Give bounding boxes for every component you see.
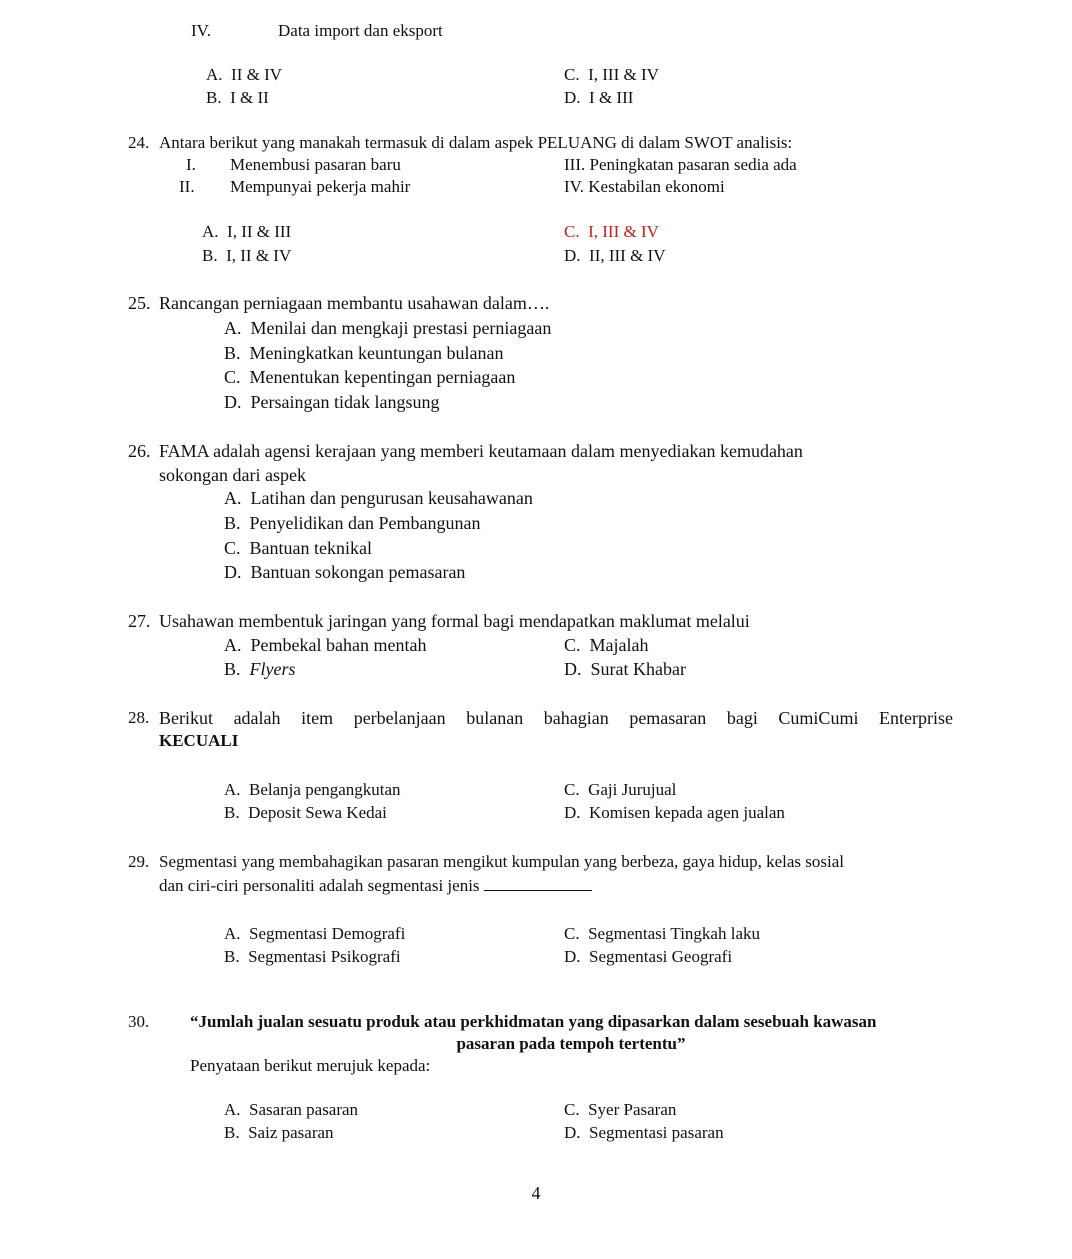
q30-number: 30. xyxy=(128,1012,150,1031)
option-letter: B. xyxy=(202,246,218,265)
answer-blank xyxy=(484,876,592,891)
option-text: Meningkatkan keuntungan bulanan xyxy=(249,343,504,363)
q24-item-ii-label: II. xyxy=(179,177,195,196)
option-text: Segmentasi Demografi xyxy=(249,924,406,943)
option-text: Pembekal bahan mentah xyxy=(250,635,427,655)
q25-option-a xyxy=(224,317,551,339)
q29-number: 29. xyxy=(128,852,150,871)
option-text: Surat Khabar xyxy=(590,659,686,679)
option-letter: C. xyxy=(564,780,580,799)
q24-item-i-label: I. xyxy=(186,155,196,174)
option-text: Komisen kepada agen jualan xyxy=(589,803,785,822)
option-letter: D. xyxy=(224,562,242,582)
option-letter: B. xyxy=(224,513,241,533)
q24-option-d xyxy=(564,245,666,267)
q23-item-iv-text: Data import dan eksport xyxy=(278,21,443,40)
option-letter: D. xyxy=(564,947,581,966)
option-letter: C. xyxy=(564,924,580,943)
q30-option-b xyxy=(224,1122,334,1144)
q26-option-b xyxy=(224,512,480,534)
q23-option-b xyxy=(206,87,269,109)
option-text: Persaingan tidak langsung xyxy=(250,392,440,412)
option-letter: C. xyxy=(224,367,241,387)
option-text: Latihan dan pengurusan keusahawanan xyxy=(250,488,533,508)
q28-stem-line1: Berikut adalah item perbelanjaan bulanan bahagian pemasaran bagi CumiCumi Enterprise xyxy=(159,708,953,728)
q27-option-d xyxy=(564,658,686,680)
q29-stem-line2 xyxy=(159,875,592,897)
q24-option-b xyxy=(202,245,291,267)
option-letter: A. xyxy=(224,318,242,338)
option-text: Segmentasi Psikografi xyxy=(248,947,401,966)
q28-option-a xyxy=(224,779,401,801)
option-letter: B. xyxy=(206,88,222,107)
q23-option-a xyxy=(206,64,282,86)
option-text: I, II & IV xyxy=(226,246,292,265)
option-text: Bantuan teknikal xyxy=(249,538,372,558)
option-text: Deposit Sewa Kedai xyxy=(248,803,387,822)
q28-option-d xyxy=(564,802,785,824)
q24-stem: Antara berikut yang manakah termasuk di dalam aspek PELUANG di dalam SWOT analisis: xyxy=(159,133,793,152)
option-text: II, III & IV xyxy=(589,246,666,265)
option-letter: B. xyxy=(224,343,241,363)
option-text: I, III & IV xyxy=(588,65,659,84)
q30-prompt: Penyataan berikut merujuk kepada: xyxy=(190,1056,431,1075)
option-text: I, II & III xyxy=(227,222,292,241)
q26-stem-line1: FAMA adalah agensi kerajaan yang memberi keutamaan dalam menyediakan kemudahan xyxy=(159,441,803,461)
option-letter: C. xyxy=(224,538,241,558)
option-letter: B. xyxy=(224,1123,240,1142)
q30-option-a xyxy=(224,1099,358,1121)
q27-stem: Usahawan membentuk jaringan yang formal bagi mendapatkan maklumat melalui xyxy=(159,611,750,631)
option-text: Bantuan sokongan pemasaran xyxy=(250,562,466,582)
option-letter: C. xyxy=(564,222,580,241)
option-text: Gaji Jurujual xyxy=(588,780,677,799)
option-letter: D. xyxy=(564,1123,581,1142)
option-text: I & III xyxy=(589,88,634,107)
q26-option-c xyxy=(224,537,372,559)
q28-stem-line2: KECUALI xyxy=(159,731,239,750)
q25-option-d xyxy=(224,391,439,413)
item-label: IV. xyxy=(564,177,584,196)
q30-quote-line2: pasaran pada tempoh tertentu” xyxy=(456,1034,686,1053)
option-text: II & IV xyxy=(231,65,283,84)
option-text: Flyers xyxy=(249,659,296,679)
q26-option-a xyxy=(224,487,533,509)
option-text: Majalah xyxy=(589,635,649,655)
q29-option-c xyxy=(564,923,760,945)
option-letter: D. xyxy=(564,659,582,679)
q26-option-d xyxy=(224,561,465,583)
option-letter: C. xyxy=(564,65,580,84)
q25-option-b xyxy=(224,342,503,364)
q29-option-a xyxy=(224,923,405,945)
q27-option-c xyxy=(564,634,649,656)
q25-stem: Rancangan perniagaan membantu usahawan dalam…. xyxy=(159,293,550,313)
option-letter: A. xyxy=(224,780,241,799)
page-number: 4 xyxy=(531,1183,541,1203)
option-letter: B. xyxy=(224,659,241,679)
option-letter: A. xyxy=(224,924,241,943)
q25-option-c xyxy=(224,366,515,388)
q29-stem-line1: Segmentasi yang membahagikan pasaran mengikut kumpulan yang berbeza, gaya hidup, kelas sosial xyxy=(159,852,844,871)
q23-item-iv-label: IV. xyxy=(191,21,211,40)
option-letter: A. xyxy=(224,1100,241,1119)
q24-item-iv xyxy=(564,176,725,198)
option-letter: D. xyxy=(564,88,581,107)
q29-option-d xyxy=(564,946,732,968)
option-letter: A. xyxy=(224,635,242,655)
option-text: Segmentasi Geografi xyxy=(589,947,733,966)
q24-item-iii xyxy=(564,154,797,176)
option-letter: B. xyxy=(224,803,240,822)
option-text: Segmentasi Tingkah laku xyxy=(588,924,760,943)
q28-option-c xyxy=(564,779,676,801)
q26-number: 26. xyxy=(128,441,151,461)
q26-stem-line2: sokongan dari aspek xyxy=(159,465,306,485)
option-letter: B. xyxy=(224,947,240,966)
q24-option-a xyxy=(202,221,291,243)
option-text: Syer Pasaran xyxy=(588,1100,677,1119)
q24-number: 24. xyxy=(128,133,150,152)
option-letter: D. xyxy=(564,803,581,822)
option-letter: A. xyxy=(202,222,219,241)
q24-option-c-highlighted xyxy=(564,221,659,243)
option-letter: C. xyxy=(564,1100,580,1119)
q27-option-a xyxy=(224,634,426,656)
option-text: Segmentasi pasaran xyxy=(589,1123,724,1142)
q30-option-d xyxy=(564,1122,724,1144)
q28-number: 28. xyxy=(128,708,150,727)
q27-number: 27. xyxy=(128,611,151,631)
q30-quote-line1: “Jumlah jualan sesuatu produk atau perkhidmatan yang dipasarkan dalam sesebuah kawasan xyxy=(190,1012,877,1031)
q24-item-ii-text: Mempunyai pekerja mahir xyxy=(230,177,411,196)
option-letter: C. xyxy=(564,635,581,655)
q28-option-b xyxy=(224,802,387,824)
option-letter: A. xyxy=(224,488,242,508)
option-text: I & II xyxy=(230,88,269,107)
item-text: Kestabilan ekonomi xyxy=(588,177,725,196)
item-text: Peningkatan pasaran sedia ada xyxy=(589,155,797,174)
option-letter: D. xyxy=(224,392,242,412)
option-letter: A. xyxy=(206,65,223,84)
q23-option-d xyxy=(564,87,633,109)
option-text: Belanja pengangkutan xyxy=(249,780,401,799)
q27-option-b xyxy=(224,658,296,680)
q23-option-c xyxy=(564,64,659,86)
option-letter: D. xyxy=(564,246,581,265)
q25-number: 25. xyxy=(128,293,151,313)
option-text: Saiz pasaran xyxy=(248,1123,334,1142)
option-text: I, III & IV xyxy=(588,222,659,241)
item-label: III. xyxy=(564,155,586,174)
stem-text: dan ciri-ciri personaliti adalah segmentasi jenis xyxy=(159,876,480,895)
q24-item-i-text: Menembusi pasaran baru xyxy=(230,155,401,174)
q30-option-c xyxy=(564,1099,676,1121)
option-text: Penyelidikan dan Pembangunan xyxy=(249,513,481,533)
q29-option-b xyxy=(224,946,401,968)
option-text: Sasaran pasaran xyxy=(249,1100,359,1119)
option-text: Menilai dan mengkaji prestasi perniagaan xyxy=(250,318,552,338)
option-text: Menentukan kepentingan perniagaan xyxy=(249,367,516,387)
